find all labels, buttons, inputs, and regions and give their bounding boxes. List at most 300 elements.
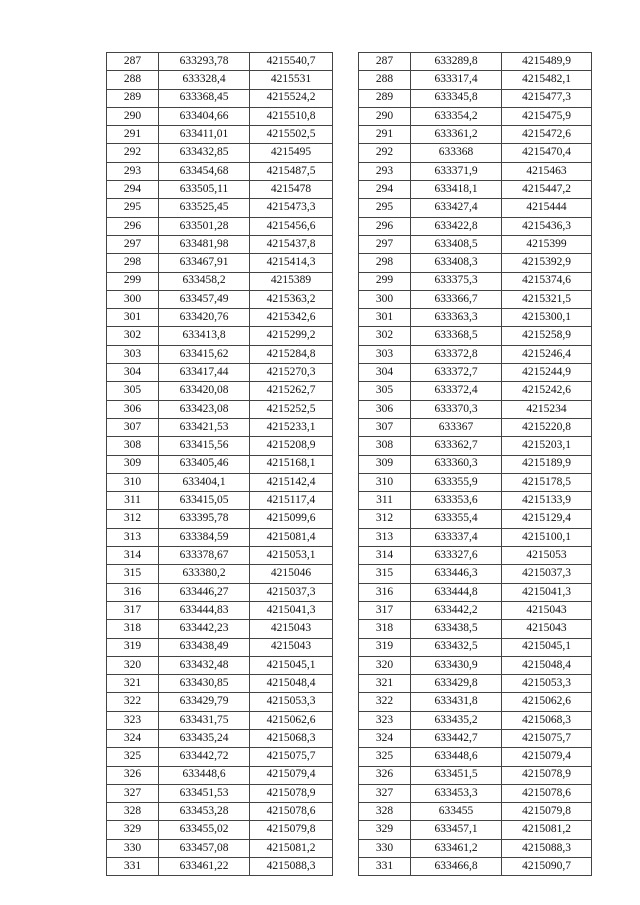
table-row bbox=[107, 839, 333, 857]
table-row bbox=[359, 89, 592, 107]
point-number-cell: 315 bbox=[107, 565, 159, 583]
x-coordinate-cell: 633337,4 bbox=[411, 528, 502, 546]
x-coordinate-cell: 633457,08 bbox=[159, 839, 250, 857]
x-coordinate-cell: 633372,4 bbox=[411, 382, 502, 400]
table-row bbox=[359, 638, 592, 656]
table-row bbox=[107, 656, 333, 674]
point-number-cell: 299 bbox=[359, 272, 411, 290]
table-row bbox=[107, 199, 333, 217]
point-number-cell: 305 bbox=[107, 382, 159, 400]
point-number-cell: 304 bbox=[359, 364, 411, 382]
point-number-cell: 288 bbox=[107, 71, 159, 89]
table-row bbox=[107, 89, 333, 107]
y-coordinate-cell: 4215414,3 bbox=[250, 254, 333, 272]
y-coordinate-cell: 4215437,8 bbox=[250, 235, 333, 253]
y-coordinate-cell: 4215284,8 bbox=[250, 345, 333, 363]
table-row bbox=[107, 382, 333, 400]
point-number-cell: 324 bbox=[359, 729, 411, 747]
x-coordinate-cell: 633453,28 bbox=[159, 803, 250, 821]
point-number-cell: 322 bbox=[107, 693, 159, 711]
point-number-cell: 313 bbox=[359, 528, 411, 546]
point-number-cell: 309 bbox=[359, 455, 411, 473]
y-coordinate-cell: 4215046 bbox=[250, 565, 333, 583]
x-coordinate-cell: 633360,3 bbox=[411, 455, 502, 473]
point-number-cell: 318 bbox=[359, 620, 411, 638]
x-coordinate-cell: 633361,2 bbox=[411, 126, 502, 144]
point-number-cell: 307 bbox=[359, 418, 411, 436]
y-coordinate-cell: 4215043 bbox=[502, 620, 592, 638]
point-number-cell: 304 bbox=[107, 364, 159, 382]
table-row bbox=[107, 455, 333, 473]
x-coordinate-cell: 633404,66 bbox=[159, 107, 250, 125]
point-number-cell: 319 bbox=[359, 638, 411, 656]
y-coordinate-cell: 4215062,6 bbox=[502, 693, 592, 711]
point-number-cell: 328 bbox=[107, 803, 159, 821]
table-row bbox=[107, 620, 333, 638]
x-coordinate-cell: 633405,46 bbox=[159, 455, 250, 473]
x-coordinate-cell: 633454,68 bbox=[159, 162, 250, 180]
y-coordinate-cell: 4215510,8 bbox=[250, 107, 333, 125]
point-number-cell: 291 bbox=[107, 126, 159, 144]
point-number-cell: 297 bbox=[359, 235, 411, 253]
y-coordinate-cell: 4215447,2 bbox=[502, 181, 592, 199]
y-coordinate-cell: 4215043 bbox=[250, 620, 333, 638]
table-row bbox=[359, 290, 592, 308]
x-coordinate-cell: 633408,3 bbox=[411, 254, 502, 272]
y-coordinate-cell: 4215252,5 bbox=[250, 400, 333, 418]
y-coordinate-cell: 4215079,4 bbox=[250, 766, 333, 784]
table-row bbox=[359, 71, 592, 89]
x-coordinate-cell: 633327,6 bbox=[411, 547, 502, 565]
y-coordinate-cell: 4215531 bbox=[250, 71, 333, 89]
y-coordinate-cell: 4215081,2 bbox=[502, 821, 592, 839]
x-coordinate-cell: 633363,3 bbox=[411, 309, 502, 327]
x-coordinate-cell: 633505,11 bbox=[159, 181, 250, 199]
x-coordinate-cell: 633380,2 bbox=[159, 565, 250, 583]
x-coordinate-cell: 633429,79 bbox=[159, 693, 250, 711]
point-number-cell: 321 bbox=[107, 675, 159, 693]
x-coordinate-cell: 633293,78 bbox=[159, 53, 250, 71]
table-row bbox=[107, 107, 333, 125]
y-coordinate-cell: 4215099,6 bbox=[250, 510, 333, 528]
point-number-cell: 320 bbox=[359, 656, 411, 674]
table-body bbox=[107, 53, 333, 876]
x-coordinate-cell: 633438,49 bbox=[159, 638, 250, 656]
table-body bbox=[359, 53, 592, 876]
x-coordinate-cell: 633378,67 bbox=[159, 547, 250, 565]
table-row bbox=[359, 583, 592, 601]
table-row bbox=[107, 235, 333, 253]
table-row bbox=[107, 675, 333, 693]
y-coordinate-cell: 4215477,3 bbox=[502, 89, 592, 107]
point-number-cell: 330 bbox=[359, 839, 411, 857]
point-number-cell: 294 bbox=[107, 181, 159, 199]
y-coordinate-cell: 4215053,3 bbox=[502, 675, 592, 693]
x-coordinate-cell: 633418,1 bbox=[411, 181, 502, 199]
y-coordinate-cell: 4215079,8 bbox=[502, 803, 592, 821]
point-number-cell: 329 bbox=[107, 821, 159, 839]
y-coordinate-cell: 4215244,9 bbox=[502, 364, 592, 382]
x-coordinate-cell: 633415,62 bbox=[159, 345, 250, 363]
table-row bbox=[107, 766, 333, 784]
x-coordinate-cell: 633372,7 bbox=[411, 364, 502, 382]
y-coordinate-cell: 4215363,2 bbox=[250, 290, 333, 308]
point-number-cell: 292 bbox=[107, 144, 159, 162]
point-number-cell: 312 bbox=[359, 510, 411, 528]
x-coordinate-cell: 633368 bbox=[411, 144, 502, 162]
point-number-cell: 319 bbox=[107, 638, 159, 656]
x-coordinate-cell: 633448,6 bbox=[411, 748, 502, 766]
table-row bbox=[359, 729, 592, 747]
point-number-cell: 330 bbox=[107, 839, 159, 857]
point-number-cell: 299 bbox=[107, 272, 159, 290]
y-coordinate-cell: 4215220,8 bbox=[502, 418, 592, 436]
point-number-cell: 288 bbox=[359, 71, 411, 89]
y-coordinate-cell: 4215088,3 bbox=[250, 858, 333, 876]
x-coordinate-cell: 633353,6 bbox=[411, 492, 502, 510]
table-row bbox=[107, 858, 333, 876]
x-coordinate-cell: 633429,8 bbox=[411, 675, 502, 693]
y-coordinate-cell: 4215075,7 bbox=[502, 729, 592, 747]
x-coordinate-cell: 633370,3 bbox=[411, 400, 502, 418]
table-row bbox=[359, 839, 592, 857]
y-coordinate-cell: 4215463 bbox=[502, 162, 592, 180]
y-coordinate-cell: 4215117,4 bbox=[250, 492, 333, 510]
table-row bbox=[107, 400, 333, 418]
y-coordinate-cell: 4215048,4 bbox=[502, 656, 592, 674]
y-coordinate-cell: 4215299,2 bbox=[250, 327, 333, 345]
point-number-cell: 323 bbox=[107, 711, 159, 729]
table-row bbox=[107, 327, 333, 345]
y-coordinate-cell: 4215068,3 bbox=[250, 729, 333, 747]
point-number-cell: 295 bbox=[359, 199, 411, 217]
y-coordinate-cell: 4215392,9 bbox=[502, 254, 592, 272]
y-coordinate-cell: 4215258,9 bbox=[502, 327, 592, 345]
x-coordinate-cell: 633501,28 bbox=[159, 217, 250, 235]
point-number-cell: 326 bbox=[359, 766, 411, 784]
point-number-cell: 287 bbox=[359, 53, 411, 71]
table-row bbox=[107, 144, 333, 162]
table-row bbox=[359, 437, 592, 455]
table-row bbox=[107, 53, 333, 71]
y-coordinate-cell: 4215100,1 bbox=[502, 528, 592, 546]
point-number-cell: 316 bbox=[107, 583, 159, 601]
y-coordinate-cell: 4215079,8 bbox=[250, 821, 333, 839]
table-row bbox=[359, 181, 592, 199]
x-coordinate-cell: 633448,6 bbox=[159, 766, 250, 784]
y-coordinate-cell: 4215078,9 bbox=[250, 784, 333, 802]
point-number-cell: 312 bbox=[107, 510, 159, 528]
table-row bbox=[359, 272, 592, 290]
table-row bbox=[107, 162, 333, 180]
y-coordinate-cell: 4215068,3 bbox=[502, 711, 592, 729]
point-number-cell: 324 bbox=[107, 729, 159, 747]
y-coordinate-cell: 4215342,6 bbox=[250, 309, 333, 327]
x-coordinate-cell: 633451,53 bbox=[159, 784, 250, 802]
point-number-cell: 298 bbox=[359, 254, 411, 272]
y-coordinate-cell: 4215456,6 bbox=[250, 217, 333, 235]
table-row bbox=[107, 71, 333, 89]
table-row bbox=[107, 217, 333, 235]
table-row bbox=[359, 492, 592, 510]
y-coordinate-cell: 4215078,9 bbox=[502, 766, 592, 784]
table-row bbox=[107, 693, 333, 711]
point-number-cell: 294 bbox=[359, 181, 411, 199]
point-number-cell: 309 bbox=[107, 455, 159, 473]
x-coordinate-cell: 633372,8 bbox=[411, 345, 502, 363]
table-row bbox=[107, 290, 333, 308]
point-number-cell: 314 bbox=[107, 547, 159, 565]
x-coordinate-cell: 633420,76 bbox=[159, 309, 250, 327]
table-row bbox=[359, 217, 592, 235]
point-number-cell: 293 bbox=[107, 162, 159, 180]
x-coordinate-cell: 633421,53 bbox=[159, 418, 250, 436]
table-row bbox=[107, 565, 333, 583]
x-coordinate-cell: 633368,45 bbox=[159, 89, 250, 107]
x-coordinate-cell: 633355,9 bbox=[411, 473, 502, 491]
x-coordinate-cell: 633438,5 bbox=[411, 620, 502, 638]
table-row bbox=[107, 309, 333, 327]
x-coordinate-cell: 633467,91 bbox=[159, 254, 250, 272]
table-row bbox=[359, 620, 592, 638]
point-number-cell: 325 bbox=[359, 748, 411, 766]
table-row bbox=[359, 510, 592, 528]
x-coordinate-cell: 633451,5 bbox=[411, 766, 502, 784]
x-coordinate-cell: 633444,8 bbox=[411, 583, 502, 601]
table-row bbox=[107, 583, 333, 601]
y-coordinate-cell: 4215078,6 bbox=[250, 803, 333, 821]
point-number-cell: 302 bbox=[107, 327, 159, 345]
x-coordinate-cell: 633457,1 bbox=[411, 821, 502, 839]
x-coordinate-cell: 633404,1 bbox=[159, 473, 250, 491]
y-coordinate-cell: 4215045,1 bbox=[502, 638, 592, 656]
x-coordinate-cell: 633461,22 bbox=[159, 858, 250, 876]
y-coordinate-cell: 4215048,4 bbox=[250, 675, 333, 693]
y-coordinate-cell: 4215374,6 bbox=[502, 272, 592, 290]
table-row bbox=[107, 748, 333, 766]
table-row bbox=[107, 272, 333, 290]
x-coordinate-cell: 633317,4 bbox=[411, 71, 502, 89]
x-coordinate-cell: 633413,8 bbox=[159, 327, 250, 345]
point-number-cell: 327 bbox=[107, 784, 159, 802]
point-number-cell: 331 bbox=[107, 858, 159, 876]
point-number-cell: 310 bbox=[359, 473, 411, 491]
table-row bbox=[107, 821, 333, 839]
table-row bbox=[107, 492, 333, 510]
table-row bbox=[359, 784, 592, 802]
table-row bbox=[359, 126, 592, 144]
y-coordinate-cell: 4215045,1 bbox=[250, 656, 333, 674]
point-number-cell: 308 bbox=[359, 437, 411, 455]
x-coordinate-cell: 633432,48 bbox=[159, 656, 250, 674]
table-row bbox=[359, 400, 592, 418]
y-coordinate-cell: 4215037,3 bbox=[502, 565, 592, 583]
table-row bbox=[107, 418, 333, 436]
y-coordinate-cell: 4215234 bbox=[502, 400, 592, 418]
x-coordinate-cell: 633457,49 bbox=[159, 290, 250, 308]
x-coordinate-cell: 633415,56 bbox=[159, 437, 250, 455]
coordinates-table-left bbox=[106, 52, 333, 876]
point-number-cell: 306 bbox=[359, 400, 411, 418]
point-number-cell: 317 bbox=[359, 601, 411, 619]
y-coordinate-cell: 4215482,1 bbox=[502, 71, 592, 89]
x-coordinate-cell: 633444,83 bbox=[159, 601, 250, 619]
y-coordinate-cell: 4215478 bbox=[250, 181, 333, 199]
x-coordinate-cell: 633435,2 bbox=[411, 711, 502, 729]
x-coordinate-cell: 633411,01 bbox=[159, 126, 250, 144]
coordinates-table-right bbox=[358, 52, 592, 876]
point-number-cell: 289 bbox=[359, 89, 411, 107]
point-number-cell: 323 bbox=[359, 711, 411, 729]
point-number-cell: 316 bbox=[359, 583, 411, 601]
point-number-cell: 318 bbox=[107, 620, 159, 638]
table-row bbox=[107, 473, 333, 491]
point-number-cell: 326 bbox=[107, 766, 159, 784]
table-row bbox=[107, 784, 333, 802]
point-number-cell: 327 bbox=[359, 784, 411, 802]
table-row bbox=[107, 254, 333, 272]
x-coordinate-cell: 633354,2 bbox=[411, 107, 502, 125]
point-number-cell: 287 bbox=[107, 53, 159, 71]
table-row bbox=[359, 254, 592, 272]
y-coordinate-cell: 4215233,1 bbox=[250, 418, 333, 436]
table-row bbox=[359, 199, 592, 217]
x-coordinate-cell: 633453,3 bbox=[411, 784, 502, 802]
table-row bbox=[107, 528, 333, 546]
y-coordinate-cell: 4215475,9 bbox=[502, 107, 592, 125]
y-coordinate-cell: 4215075,7 bbox=[250, 748, 333, 766]
y-coordinate-cell: 4215502,5 bbox=[250, 126, 333, 144]
x-coordinate-cell: 633395,78 bbox=[159, 510, 250, 528]
point-number-cell: 322 bbox=[359, 693, 411, 711]
x-coordinate-cell: 633367 bbox=[411, 418, 502, 436]
point-number-cell: 296 bbox=[107, 217, 159, 235]
table-row bbox=[359, 144, 592, 162]
x-coordinate-cell: 633417,44 bbox=[159, 364, 250, 382]
y-coordinate-cell: 4215043 bbox=[250, 638, 333, 656]
x-coordinate-cell: 633466,8 bbox=[411, 858, 502, 876]
table-row bbox=[359, 675, 592, 693]
table-row bbox=[359, 821, 592, 839]
x-coordinate-cell: 633430,85 bbox=[159, 675, 250, 693]
point-number-cell: 308 bbox=[107, 437, 159, 455]
x-coordinate-cell: 633432,85 bbox=[159, 144, 250, 162]
table-row bbox=[107, 364, 333, 382]
y-coordinate-cell: 4215079,4 bbox=[502, 748, 592, 766]
table-row bbox=[359, 565, 592, 583]
y-coordinate-cell: 4215203,1 bbox=[502, 437, 592, 455]
table-row bbox=[107, 510, 333, 528]
table-row bbox=[359, 803, 592, 821]
table-row bbox=[359, 53, 592, 71]
y-coordinate-cell: 4215053,3 bbox=[250, 693, 333, 711]
y-coordinate-cell: 4215129,4 bbox=[502, 510, 592, 528]
x-coordinate-cell: 633375,3 bbox=[411, 272, 502, 290]
x-coordinate-cell: 633442,2 bbox=[411, 601, 502, 619]
y-coordinate-cell: 4215078,6 bbox=[502, 784, 592, 802]
table-row bbox=[359, 455, 592, 473]
x-coordinate-cell: 633366,7 bbox=[411, 290, 502, 308]
point-number-cell: 314 bbox=[359, 547, 411, 565]
table-row bbox=[359, 711, 592, 729]
x-coordinate-cell: 633446,3 bbox=[411, 565, 502, 583]
y-coordinate-cell: 4215041,3 bbox=[250, 601, 333, 619]
point-number-cell: 289 bbox=[107, 89, 159, 107]
y-coordinate-cell: 4215041,3 bbox=[502, 583, 592, 601]
y-coordinate-cell: 4215081,2 bbox=[250, 839, 333, 857]
point-number-cell: 325 bbox=[107, 748, 159, 766]
table-row bbox=[107, 729, 333, 747]
x-coordinate-cell: 633455 bbox=[411, 803, 502, 821]
y-coordinate-cell: 4215142,4 bbox=[250, 473, 333, 491]
y-coordinate-cell: 4215062,6 bbox=[250, 711, 333, 729]
table-row bbox=[107, 803, 333, 821]
y-coordinate-cell: 4215472,6 bbox=[502, 126, 592, 144]
table-row bbox=[359, 235, 592, 253]
point-number-cell: 307 bbox=[107, 418, 159, 436]
x-coordinate-cell: 633461,2 bbox=[411, 839, 502, 857]
table-row bbox=[359, 656, 592, 674]
table-row bbox=[107, 711, 333, 729]
point-number-cell: 290 bbox=[107, 107, 159, 125]
x-coordinate-cell: 633458,2 bbox=[159, 272, 250, 290]
point-number-cell: 331 bbox=[359, 858, 411, 876]
y-coordinate-cell: 4215436,3 bbox=[502, 217, 592, 235]
y-coordinate-cell: 4215246,4 bbox=[502, 345, 592, 363]
y-coordinate-cell: 4215037,3 bbox=[250, 583, 333, 601]
y-coordinate-cell: 4215189,9 bbox=[502, 455, 592, 473]
x-coordinate-cell: 633289,8 bbox=[411, 53, 502, 71]
x-coordinate-cell: 633420,08 bbox=[159, 382, 250, 400]
x-coordinate-cell: 633368,5 bbox=[411, 327, 502, 345]
point-number-cell: 290 bbox=[359, 107, 411, 125]
x-coordinate-cell: 633446,27 bbox=[159, 583, 250, 601]
point-number-cell: 303 bbox=[107, 345, 159, 363]
x-coordinate-cell: 633442,7 bbox=[411, 729, 502, 747]
table-row bbox=[359, 327, 592, 345]
y-coordinate-cell: 4215262,7 bbox=[250, 382, 333, 400]
y-coordinate-cell: 4215043 bbox=[502, 601, 592, 619]
point-number-cell: 321 bbox=[359, 675, 411, 693]
y-coordinate-cell: 4215300,1 bbox=[502, 309, 592, 327]
point-number-cell: 317 bbox=[107, 601, 159, 619]
x-coordinate-cell: 633431,75 bbox=[159, 711, 250, 729]
y-coordinate-cell: 4215081,4 bbox=[250, 528, 333, 546]
point-number-cell: 296 bbox=[359, 217, 411, 235]
table-row bbox=[359, 601, 592, 619]
x-coordinate-cell: 633455,02 bbox=[159, 821, 250, 839]
y-coordinate-cell: 4215470,4 bbox=[502, 144, 592, 162]
y-coordinate-cell: 4215473,3 bbox=[250, 199, 333, 217]
point-number-cell: 292 bbox=[359, 144, 411, 162]
y-coordinate-cell: 4215489,9 bbox=[502, 53, 592, 71]
point-number-cell: 301 bbox=[107, 309, 159, 327]
point-number-cell: 315 bbox=[359, 565, 411, 583]
point-number-cell: 320 bbox=[107, 656, 159, 674]
point-number-cell: 306 bbox=[107, 400, 159, 418]
table-row bbox=[107, 181, 333, 199]
x-coordinate-cell: 633371,9 bbox=[411, 162, 502, 180]
x-coordinate-cell: 633431,8 bbox=[411, 693, 502, 711]
x-coordinate-cell: 633415,05 bbox=[159, 492, 250, 510]
point-number-cell: 310 bbox=[107, 473, 159, 491]
point-number-cell: 301 bbox=[359, 309, 411, 327]
table-row bbox=[107, 345, 333, 363]
y-coordinate-cell: 4215053 bbox=[502, 547, 592, 565]
table-row bbox=[359, 473, 592, 491]
x-coordinate-cell: 633362,7 bbox=[411, 437, 502, 455]
y-coordinate-cell: 4215208,9 bbox=[250, 437, 333, 455]
